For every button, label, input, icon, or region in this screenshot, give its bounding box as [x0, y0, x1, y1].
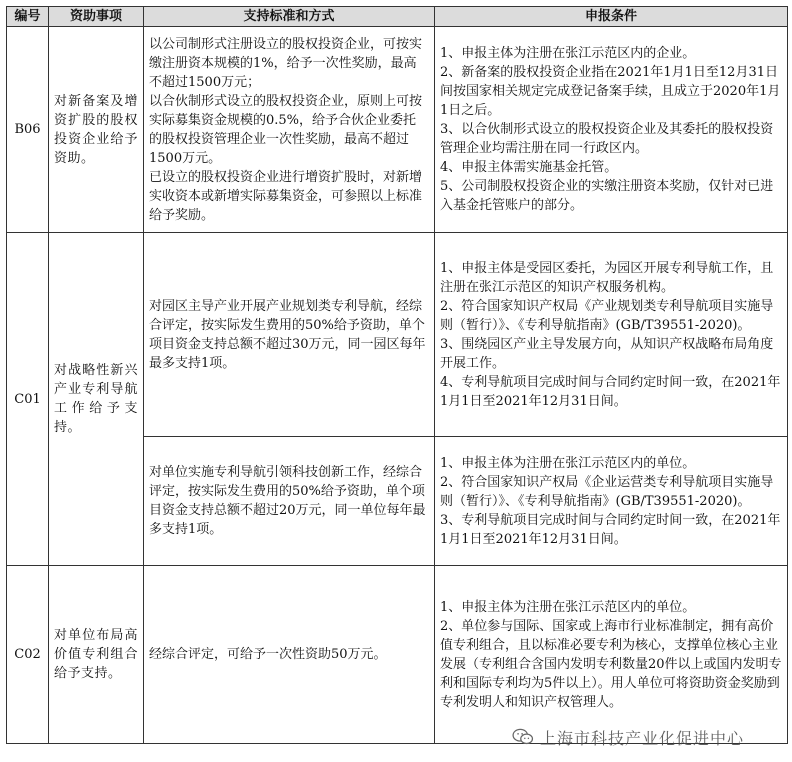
table-row-c02	[7, 566, 788, 744]
watermark-text: 上海市科技产业化促进中心	[540, 728, 745, 748]
table-row-b06	[7, 27, 788, 233]
row-item: 对单位布局高价值专利组合给予支持。	[49, 566, 144, 744]
header-item: 资助事项	[49, 7, 144, 27]
watermark	[512, 724, 782, 750]
wechat-icon	[512, 728, 534, 746]
row-conditions: 1、申报主体为注册在张江示范区内的企业。 2、新备案的股权投资企业指在2021年1月1日至12月31日间按国家相关规定完成登记备案手续，且成立于2020年1月1日之后。 3、以合伙制形式设立的股权投资企业及其委托的股权投资管理企业均需注册在同一行政区内。 4、申报主体需实施基金托管。 5、公司制股权投资企业的实缴注册资本奖励，仅针对已进入基金托管账户的部分。	[435, 27, 788, 233]
table-row-c01	[7, 233, 788, 437]
row-item: 对战略性新兴产业专利导航工作给予支持。	[49, 233, 144, 566]
row-code: B06	[7, 27, 49, 233]
row-item: 对新备案及增资扩股的股权投资企业给予资助。	[49, 27, 144, 233]
row-code: C01	[7, 233, 49, 566]
row-standard: 以公司制形式注册设立的股权投资企业，可按实缴注册资本规模的1%，给予一次性奖励，最高不超过1500万元； 以合伙制形式设立的股权投资企业，原则上可按实际募集资金规模的0.5%，给予合伙企业委托的股权投资管理企业一次性奖励，最高不超过1500万元。 已设立的股权投资企业进行增资扩股时，对新增实收资本或新增实际募集资金，可参照以上标准给予奖励。	[144, 27, 435, 233]
row-conditions: 1、申报主体是受园区委托，为园区开展专利导航工作，且注册在张江示范区的知识产权服务机构。 2、符合国家知识产权局《产业规划类专利导航项目实施导则（暂行）》、《专利导航指南》(GB/T39551-2020)。 3、围绕园区产业主导发展方向，从知识产权战略布局角度开展工作。 4、专利导航项目完成时间与合同约定时间一致，在2021年1月1日至2021年12月31日间。	[435, 233, 788, 437]
header-standard: 支持标准和方式	[144, 7, 435, 27]
row-standard: 对单位实施专利导航引领科技创新工作，经综合评定，按实际发生费用的50%给予资助，单个项目资金支持总额不超过20万元，同一单位每年最多支持1项。	[144, 437, 435, 566]
table-header-row	[7, 7, 788, 27]
row-code: C02	[7, 566, 49, 744]
row-conditions: 1、申报主体为注册在张江示范区内的单位。 2、单位参与国际、国家或上海市行业标准制定，拥有高价值专利组合，且以标准必要专利为核心，支撑单位核心主业发展（专利组合含国内发明专利数量20件以上或国内发明专利和国际专利均为5件以上）。用人单位可将资助资金奖励到专利发明人和知识产权管理人。	[435, 566, 788, 744]
row-standard: 对园区主导产业开展产业规划类专利导航，经综合评定，按实际发生费用的50%给予资助，单个项目资金支持总额不超过30万元，同一园区每年最多支持1项。	[144, 233, 435, 437]
row-conditions: 1、申报主体为注册在张江示范区内的单位。 2、符合国家知识产权局《企业运营类专利导航项目实施导则（暂行）》、《专利导航指南》(GB/T39551-2020)。 3、专利导航项目完成时间与合同约定时间一致，在2021年1月1日至2021年12月31日间。	[435, 437, 788, 566]
row-standard: 经综合评定，可给予一次性资助50万元。	[144, 566, 435, 744]
funding-table	[6, 6, 788, 744]
header-code: 编号	[7, 7, 49, 27]
header-conditions: 申报条件	[435, 7, 788, 27]
